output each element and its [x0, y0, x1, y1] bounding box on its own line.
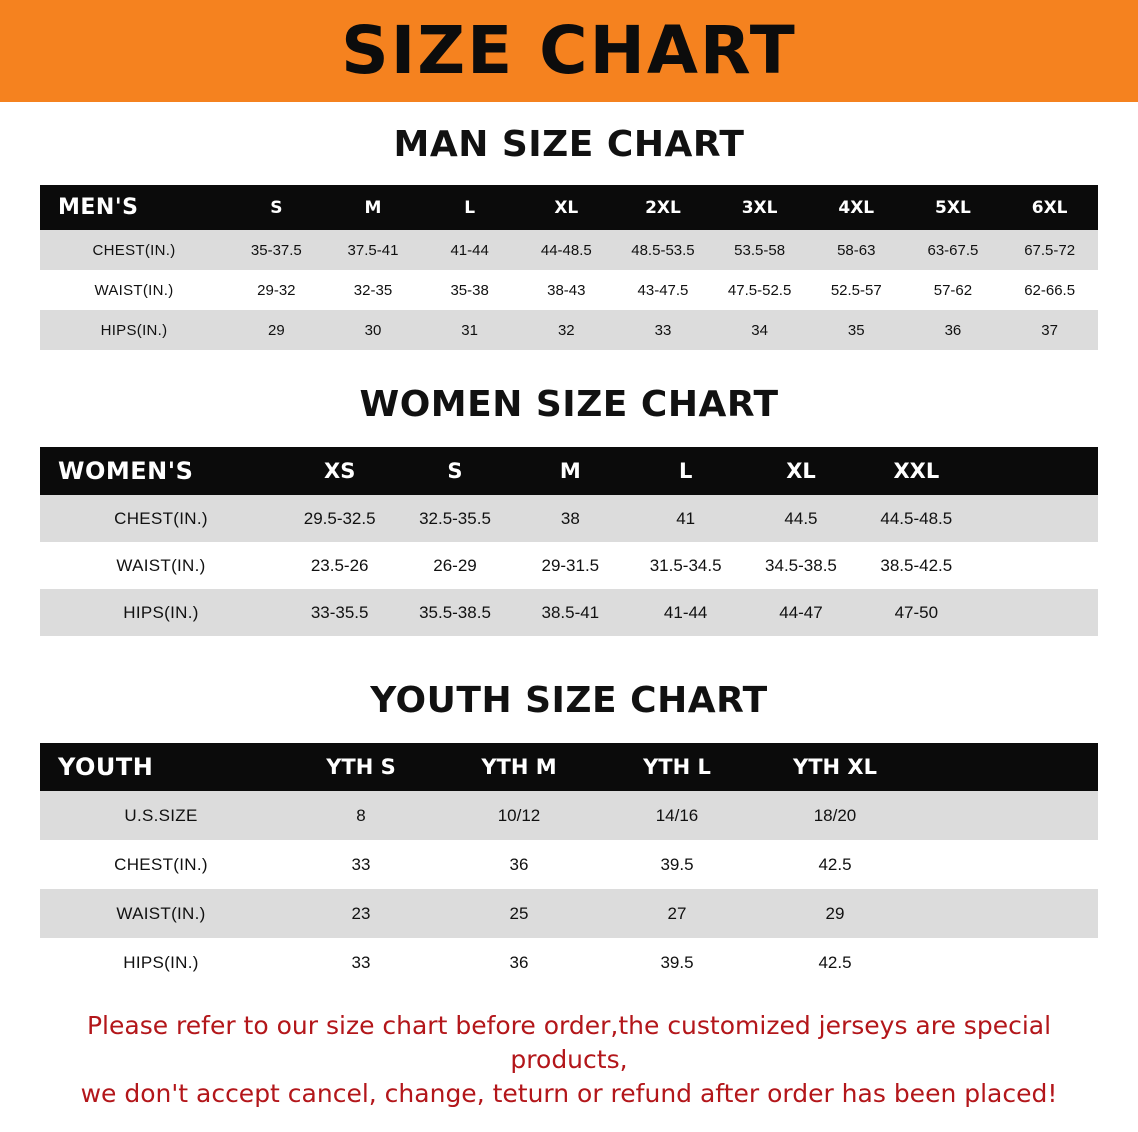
women-header-cell-0: WOMEN'S [40, 447, 282, 495]
man-header-cell-8: 5XL [905, 185, 1002, 230]
youth-header-cell-0: YOUTH [40, 743, 282, 791]
man-cell-0-4: 48.5-53.5 [615, 230, 712, 270]
youth-cell-3-0: 33 [282, 938, 440, 987]
man-cell-1-8: 62-66.5 [1001, 270, 1098, 310]
table-row [40, 840, 1098, 889]
women-header-cell-3: M [513, 447, 628, 495]
table-row [40, 589, 1098, 636]
man-section-title: MAN SIZE CHART [393, 124, 745, 165]
man-cell-1-3: 38-43 [518, 270, 615, 310]
women-cell-0-spacer [974, 495, 1098, 542]
youth-cell-1-3: 42.5 [756, 840, 914, 889]
youth-cell-2-0: 23 [282, 889, 440, 938]
table-row [40, 542, 1098, 589]
man-header-cell-2: M [325, 185, 422, 230]
man-table-body [40, 230, 1098, 350]
table-header-row [40, 447, 1098, 495]
youth-cell-3-1: 36 [440, 938, 598, 987]
youth-cell-2-2: 27 [598, 889, 756, 938]
man-cell-2-5: 34 [711, 310, 808, 350]
women-table-head [40, 447, 1098, 495]
man-cell-2-3: 32 [518, 310, 615, 350]
women-cell-1-3: 31.5-34.5 [628, 542, 743, 589]
youth-cell-2-1: 25 [440, 889, 598, 938]
man-cell-1-6: 52.5-57 [808, 270, 905, 310]
table-row [40, 791, 1098, 840]
youth-header-cell-4: YTH XL [756, 743, 914, 791]
man-table-wrapper [40, 185, 1098, 350]
youth-cell-1-1: 36 [440, 840, 598, 889]
man-header-cell-3: L [421, 185, 518, 230]
youth-cell-0-0: 8 [282, 791, 440, 840]
youth-size-table [40, 743, 1098, 987]
youth-header-cell-1: YTH S [282, 743, 440, 791]
youth-cell-2-3: 29 [756, 889, 914, 938]
women-cell-1-0: 23.5-26 [282, 542, 397, 589]
women-cell-0-0: 29.5-32.5 [282, 495, 397, 542]
return-policy-note [34, 1009, 1104, 1110]
size-chart-banner [0, 0, 1138, 102]
youth-cell-1-2: 39.5 [598, 840, 756, 889]
man-cell-1-7: 57-62 [905, 270, 1002, 310]
women-table-body [40, 495, 1098, 636]
man-cell-2-6: 35 [808, 310, 905, 350]
women-cell-2-0: 33-35.5 [282, 589, 397, 636]
man-cell-0-5: 53.5-58 [711, 230, 808, 270]
table-row [40, 310, 1098, 350]
youth-cell-2-spacer [914, 889, 1098, 938]
man-cell-2-7: 36 [905, 310, 1002, 350]
women-cell-1-2: 29-31.5 [513, 542, 628, 589]
women-section-title: WOMEN SIZE CHART [359, 384, 779, 425]
women-cell-1-5: 38.5-42.5 [859, 542, 974, 589]
women-cell-2-4: 44-47 [743, 589, 858, 636]
man-cell-0-6: 58-63 [808, 230, 905, 270]
man-cell-0-8: 67.5-72 [1001, 230, 1098, 270]
man-row-2-label: HIPS(IN.) [40, 310, 228, 350]
women-row-1-label: WAIST(IN.) [40, 542, 282, 589]
man-cell-2-0: 29 [228, 310, 325, 350]
women-cell-0-3: 41 [628, 495, 743, 542]
man-cell-0-1: 37.5-41 [325, 230, 422, 270]
youth-cell-3-2: 39.5 [598, 938, 756, 987]
table-header-row [40, 743, 1098, 791]
women-table-wrapper [40, 447, 1098, 636]
youth-cell-1-spacer [914, 840, 1098, 889]
women-cell-1-spacer [974, 542, 1098, 589]
youth-cell-0-spacer [914, 791, 1098, 840]
women-cell-2-spacer [974, 589, 1098, 636]
youth-table-body [40, 791, 1098, 987]
youth-header-cell-3: YTH L [598, 743, 756, 791]
women-header-spacer [974, 447, 1098, 495]
women-cell-0-4: 44.5 [743, 495, 858, 542]
youth-cell-0-1: 10/12 [440, 791, 598, 840]
women-cell-2-2: 38.5-41 [513, 589, 628, 636]
page-title: SIZE CHART [341, 12, 797, 89]
man-header-cell-6: 3XL [711, 185, 808, 230]
women-cell-1-4: 34.5-38.5 [743, 542, 858, 589]
man-header-cell-1: S [228, 185, 325, 230]
man-cell-1-5: 47.5-52.5 [711, 270, 808, 310]
man-table-head [40, 185, 1098, 230]
table-row [40, 230, 1098, 270]
youth-section-title: YOUTH SIZE CHART [370, 680, 768, 721]
man-cell-2-8: 37 [1001, 310, 1098, 350]
man-header-cell-4: XL [518, 185, 615, 230]
women-header-cell-2: S [397, 447, 512, 495]
youth-cell-3-spacer [914, 938, 1098, 987]
women-row-0-label: CHEST(IN.) [40, 495, 282, 542]
youth-row-0-label: U.S.SIZE [40, 791, 282, 840]
youth-header-cell-2: YTH M [440, 743, 598, 791]
youth-table-wrapper [40, 743, 1098, 987]
man-header-cell-0: MEN'S [40, 185, 228, 230]
man-cell-2-4: 33 [615, 310, 712, 350]
women-cell-1-1: 26-29 [397, 542, 512, 589]
table-row [40, 270, 1098, 310]
youth-table-head [40, 743, 1098, 791]
women-header-cell-6: XXL [859, 447, 974, 495]
women-header-cell-1: XS [282, 447, 397, 495]
women-header-cell-5: XL [743, 447, 858, 495]
women-cell-0-1: 32.5-35.5 [397, 495, 512, 542]
youth-row-2-label: WAIST(IN.) [40, 889, 282, 938]
women-cell-2-3: 41-44 [628, 589, 743, 636]
youth-cell-0-2: 14/16 [598, 791, 756, 840]
women-header-cell-4: L [628, 447, 743, 495]
man-cell-1-4: 43-47.5 [615, 270, 712, 310]
women-cell-0-5: 44.5-48.5 [859, 495, 974, 542]
man-row-0-label: CHEST(IN.) [40, 230, 228, 270]
youth-cell-0-3: 18/20 [756, 791, 914, 840]
man-cell-1-0: 29-32 [228, 270, 325, 310]
note-line-2: we don't accept cancel, change, teturn or refund after order has been placed! [80, 1078, 1058, 1108]
man-cell-0-2: 41-44 [421, 230, 518, 270]
table-row [40, 495, 1098, 542]
man-row-1-label: WAIST(IN.) [40, 270, 228, 310]
man-header-cell-7: 4XL [808, 185, 905, 230]
women-cell-2-5: 47-50 [859, 589, 974, 636]
man-cell-0-7: 63-67.5 [905, 230, 1002, 270]
man-size-table [40, 185, 1098, 350]
man-header-cell-5: 2XL [615, 185, 712, 230]
man-cell-2-2: 31 [421, 310, 518, 350]
youth-header-spacer [914, 743, 1098, 791]
women-cell-2-1: 35.5-38.5 [397, 589, 512, 636]
table-row [40, 889, 1098, 938]
man-header-cell-9: 6XL [1001, 185, 1098, 230]
note-line-1: Please refer to our size chart before order,the customized jerseys are special products, [86, 1011, 1052, 1074]
women-cell-0-2: 38 [513, 495, 628, 542]
table-row [40, 938, 1098, 987]
man-cell-2-1: 30 [325, 310, 422, 350]
man-cell-1-2: 35-38 [421, 270, 518, 310]
women-size-table [40, 447, 1098, 636]
table-header-row [40, 185, 1098, 230]
youth-cell-3-3: 42.5 [756, 938, 914, 987]
man-cell-1-1: 32-35 [325, 270, 422, 310]
youth-cell-1-0: 33 [282, 840, 440, 889]
women-row-2-label: HIPS(IN.) [40, 589, 282, 636]
youth-row-3-label: HIPS(IN.) [40, 938, 282, 987]
youth-row-1-label: CHEST(IN.) [40, 840, 282, 889]
man-cell-0-0: 35-37.5 [228, 230, 325, 270]
man-cell-0-3: 44-48.5 [518, 230, 615, 270]
